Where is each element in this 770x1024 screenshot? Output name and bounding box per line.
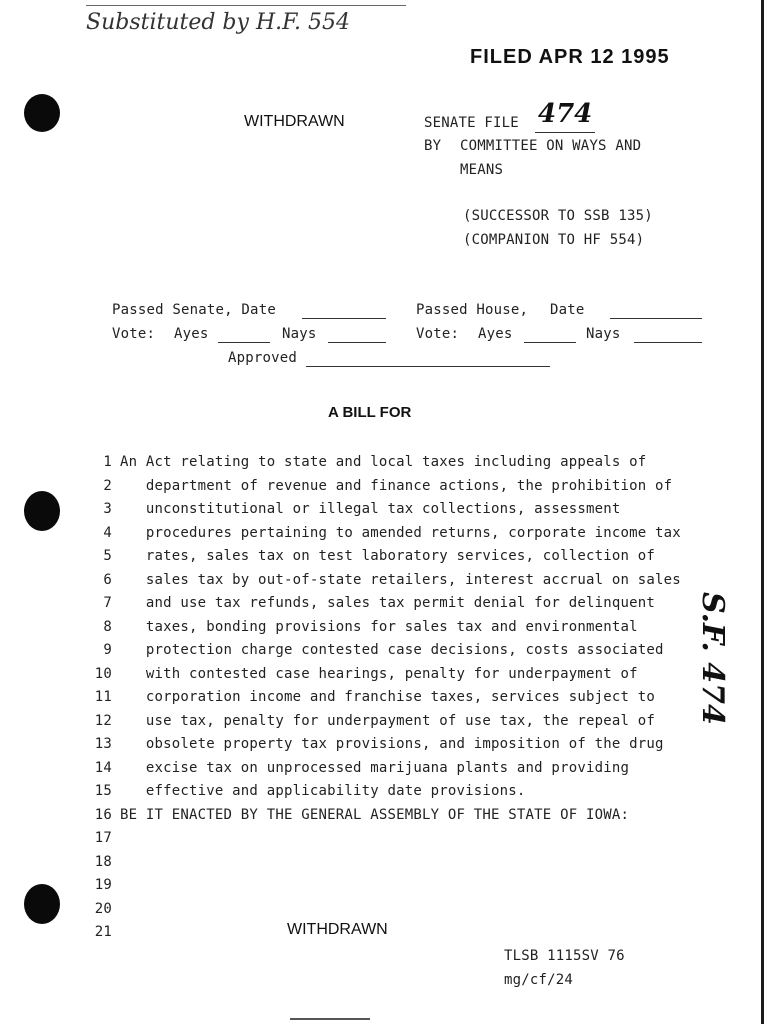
bill-line <box>86 592 681 616</box>
approved-label: Approved <box>228 350 298 366</box>
line-text: unconstitutional or illegal tax collections, assessment <box>120 501 621 517</box>
bill-line <box>86 804 681 828</box>
line-number: 7 <box>103 595 112 611</box>
bill-line <box>86 898 681 922</box>
house-date-blank <box>610 318 702 319</box>
by-label: BY <box>424 138 442 154</box>
line-number: 16 <box>94 806 112 823</box>
companion-note: (COMPANION TO HF 554) <box>463 232 645 248</box>
line-number: 15 <box>94 783 112 799</box>
committee-line-1: COMMITTEE ON WAYS AND <box>460 138 642 154</box>
line-number: 6 <box>103 571 112 588</box>
bill-line <box>86 710 681 734</box>
senate-nays-label: Nays <box>282 326 317 342</box>
bill-line <box>86 757 681 781</box>
line-text: BE IT ENACTED BY THE GENERAL ASSEMBLY OF THE STATE OF IOWA: <box>120 806 630 823</box>
bill-text <box>86 451 681 945</box>
house-nays-blank <box>634 342 702 343</box>
tlsb-code: TLSB 1115SV 76 <box>504 948 625 964</box>
line-text: obsolete property tax provisions, and imposition of the drug <box>120 736 664 752</box>
approved-blank <box>306 366 550 367</box>
successor-note: (SUCCESSOR TO SSB 135) <box>463 208 653 224</box>
line-number: 20 <box>94 900 112 917</box>
line-text: department of revenue and finance actions, the prohibition of <box>120 477 673 494</box>
line-number: 5 <box>103 548 112 564</box>
line-text: rates, sales tax on test laboratory services, collection of <box>120 548 655 564</box>
bill-line <box>86 733 681 757</box>
bill-line <box>86 780 681 804</box>
house-ayes-blank <box>524 342 576 343</box>
senate-file-number: 474 <box>538 99 593 129</box>
line-text: procedures pertaining to amended returns, corporate income tax <box>120 524 681 541</box>
line-text: use tax, penalty for underpayment of use tax, the repeal of <box>120 712 655 729</box>
house-vote-label: Vote: <box>416 326 460 342</box>
house-nays-label: Nays <box>586 326 621 342</box>
bill-line <box>86 616 681 640</box>
line-number: 9 <box>103 642 112 658</box>
senate-ayes-blank <box>218 342 270 343</box>
margin-note: S.F. 474 <box>695 592 730 725</box>
senate-file-label: SENATE FILE <box>424 115 519 131</box>
senate-nays-blank <box>328 342 386 343</box>
passed-senate-label: Passed Senate, Date <box>112 302 276 318</box>
line-text: effective and applicability date provisions. <box>120 783 526 799</box>
line-number: 14 <box>94 759 112 776</box>
note-underline <box>86 5 406 6</box>
bill-line <box>86 663 681 687</box>
bill-line <box>86 851 681 875</box>
senate-date-blank <box>302 318 386 319</box>
line-number: 18 <box>94 853 112 870</box>
bill-line <box>86 545 681 569</box>
line-number: 21 <box>94 924 112 940</box>
line-text: and use tax refunds, sales tax permit denial for delinquent <box>120 595 655 611</box>
line-number: 19 <box>94 877 112 893</box>
bill-line <box>86 522 681 546</box>
line-number: 2 <box>103 477 112 494</box>
filed-stamp: FILED APR 12 1995 <box>470 46 670 68</box>
bill-line <box>86 475 681 499</box>
line-text: excise tax on unprocessed marijuana plants and providing <box>120 759 630 776</box>
line-text: An Act relating to state and local taxes including appeals of <box>120 454 647 470</box>
bill-line <box>86 569 681 593</box>
bill-line <box>86 639 681 663</box>
line-text: with contested case hearings, penalty for underpayment of <box>120 665 638 682</box>
bill-line <box>86 686 681 710</box>
line-text: taxes, bonding provisions for sales tax and environmental <box>120 618 638 635</box>
line-text: sales tax by out-of-state retailers, interest accrual on sales <box>120 571 681 588</box>
line-number: 12 <box>94 712 112 729</box>
page-edge-line <box>761 0 764 1024</box>
senate-ayes-label: Ayes <box>174 326 209 342</box>
line-number: 17 <box>94 830 112 846</box>
bill-line <box>86 451 681 475</box>
punch-hole-top <box>24 94 60 132</box>
passed-house-label: Passed House, <box>416 302 529 318</box>
bill-title: A BILL FOR <box>328 404 412 421</box>
bill-line <box>86 498 681 522</box>
line-number: 3 <box>103 501 112 517</box>
bottom-mark <box>290 1018 370 1020</box>
committee-line-2: MEANS <box>460 162 504 178</box>
line-number: 11 <box>94 689 112 705</box>
punch-hole-middle <box>24 491 60 531</box>
bill-line <box>86 827 681 851</box>
senate-vote-label: Vote: <box>112 326 156 342</box>
handwritten-note: Substituted by H.F. 554 <box>86 10 350 35</box>
senate-file-number-underline <box>535 132 595 133</box>
punch-hole-bottom <box>24 884 60 924</box>
house-ayes-label: Ayes <box>478 326 513 342</box>
line-number: 8 <box>103 618 112 635</box>
house-date-label: Date <box>550 302 585 318</box>
withdrawn-stamp-top: WITHDRAWN <box>244 113 345 130</box>
line-number: 1 <box>103 454 112 470</box>
line-number: 13 <box>94 736 112 752</box>
withdrawn-stamp-bottom: WITHDRAWN <box>287 921 388 938</box>
line-number: 4 <box>103 524 112 541</box>
typist-initials: mg/cf/24 <box>504 972 574 988</box>
line-number: 10 <box>94 665 112 682</box>
bill-line <box>86 874 681 898</box>
line-text: protection charge contested case decisions, costs associated <box>120 642 664 658</box>
line-text: corporation income and franchise taxes, services subject to <box>120 689 655 705</box>
